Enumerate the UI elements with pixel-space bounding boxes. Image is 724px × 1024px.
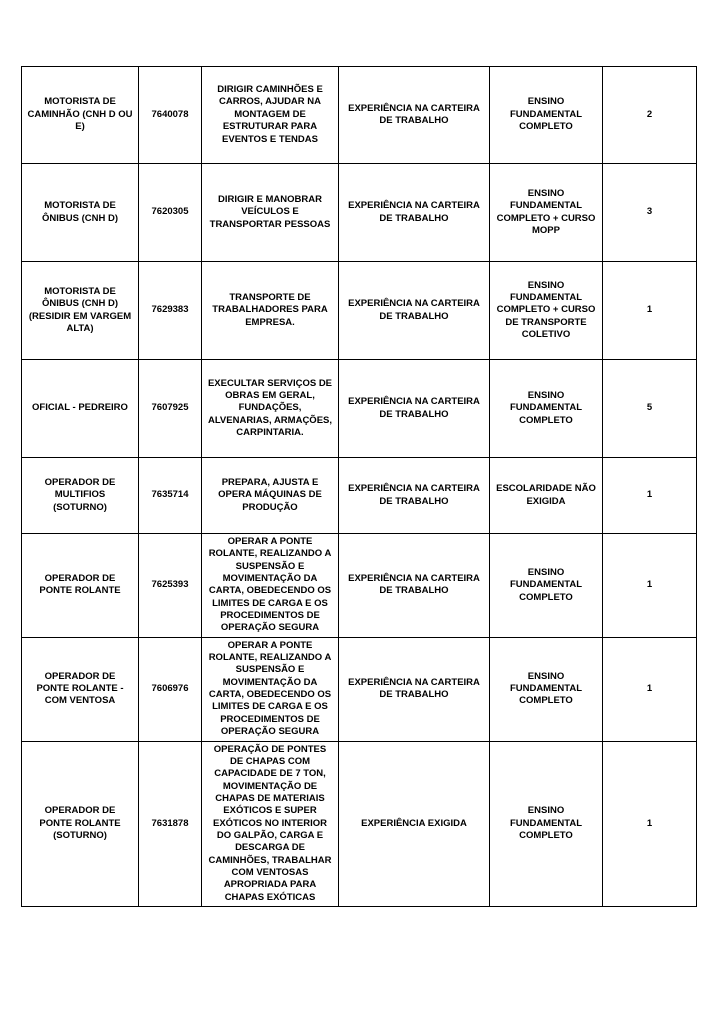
experience-cell: EXPERIÊNCIA NA CARTEIRA DE TRABALHO — [339, 360, 490, 458]
description-cell: DIRIGIR E MANOBRAR VEÍCULOS E TRANSPORTAR PESSOAS — [202, 164, 339, 262]
education-cell: ESCOLARIDADE NÃO EXIGIDA — [490, 458, 603, 534]
description-cell: EXECULTAR SERVIÇOS DE OBRAS EM GERAL, FUNDAÇÕES, ALVENARIAS, ARMAÇÕES, CARPINTARIA. — [202, 360, 339, 458]
code-cell: 7629383 — [139, 262, 202, 360]
table-row — [22, 262, 697, 360]
job-title-cell: OPERADOR DE PONTE ROLANTE (SOTURNO) — [22, 741, 139, 906]
job-title-cell: OPERADOR DE PONTE ROLANTE — [22, 534, 139, 638]
table-row — [22, 458, 697, 534]
experience-cell: EXPERIÊNCIA NA CARTEIRA DE TRABALHO — [339, 164, 490, 262]
description-cell: OPERAÇÃO DE PONTES DE CHAPAS COM CAPACIDADE DE 7 TON, MOVIMENTAÇÃO DE CHAPAS DE MATERIAIS EXÓTICOS E SUPER EXÓTICOS NO INTERIOR DO GALPÃO, CARGA E DESCARGA DE CAMINHÕES, TRABALHAR COM VENTOSAS APROPRIADA PARA CHAPAS EXÓTICAS — [202, 741, 339, 906]
vacancies-cell: 3 — [603, 164, 697, 262]
experience-cell: EXPERIÊNCIA NA CARTEIRA DE TRABALHO — [339, 534, 490, 638]
experience-cell: EXPERIÊNCIA NA CARTEIRA DE TRABALHO — [339, 67, 490, 164]
table-row — [22, 741, 697, 906]
education-cell: ENSINO FUNDAMENTAL COMPLETO — [490, 67, 603, 164]
code-cell: 7631878 — [139, 741, 202, 906]
experience-cell: EXPERIÊNCIA NA CARTEIRA DE TRABALHO — [339, 262, 490, 360]
code-cell: 7640078 — [139, 67, 202, 164]
job-title-cell: OPERADOR DE PONTE ROLANTE - COM VENTOSA — [22, 637, 139, 741]
education-cell: ENSINO FUNDAMENTAL COMPLETO — [490, 360, 603, 458]
description-cell: PREPARA, AJUSTA E OPERA MÁQUINAS DE PRODUÇÃO — [202, 458, 339, 534]
table-row — [22, 164, 697, 262]
table-row — [22, 360, 697, 458]
code-cell: 7606976 — [139, 637, 202, 741]
education-cell: ENSINO FUNDAMENTAL COMPLETO + CURSO MOPP — [490, 164, 603, 262]
code-cell: 7607925 — [139, 360, 202, 458]
job-title-cell: OFICIAL - PEDREIRO — [22, 360, 139, 458]
vacancies-cell: 5 — [603, 360, 697, 458]
description-cell: TRANSPORTE DE TRABALHADORES PARA EMPRESA. — [202, 262, 339, 360]
table-row — [22, 67, 697, 164]
job-listings-table — [21, 66, 697, 907]
job-title-cell: MOTORISTA DE CAMINHÃO (CNH D OU E) — [22, 67, 139, 164]
vacancies-cell: 1 — [603, 637, 697, 741]
experience-cell: EXPERIÊNCIA NA CARTEIRA DE TRABALHO — [339, 458, 490, 534]
vacancies-cell: 1 — [603, 534, 697, 638]
experience-cell: EXPERIÊNCIA EXIGIDA — [339, 741, 490, 906]
table-body — [22, 67, 697, 907]
description-cell: OPERAR A PONTE ROLANTE, REALIZANDO A SUSPENSÃO E MOVIMENTAÇÃO DA CARTA, OBEDECENDO OS LIMITES DE CARGA E OS PROCEDIMENTOS DE OPERAÇÃO SEGURA — [202, 534, 339, 638]
description-cell: DIRIGIR CAMINHÕES E CARROS, AJUDAR NA MONTAGEM DE ESTRUTURAR PARA EVENTOS E TENDAS — [202, 67, 339, 164]
education-cell: ENSINO FUNDAMENTAL COMPLETO + CURSO DE TRANSPORTE COLETIVO — [490, 262, 603, 360]
code-cell: 7635714 — [139, 458, 202, 534]
education-cell: ENSINO FUNDAMENTAL COMPLETO — [490, 534, 603, 638]
code-cell: 7620305 — [139, 164, 202, 262]
experience-cell: EXPERIÊNCIA NA CARTEIRA DE TRABALHO — [339, 637, 490, 741]
education-cell: ENSINO FUNDAMENTAL COMPLETO — [490, 637, 603, 741]
table-row — [22, 534, 697, 638]
description-cell: OPERAR A PONTE ROLANTE, REALIZANDO A SUSPENSÃO E MOVIMENTAÇÃO DA CARTA, OBEDECENDO OS LIMITES DE CARGA E OS PROCEDIMENTOS DE OPERAÇÃO SEGURA — [202, 637, 339, 741]
vacancies-cell: 2 — [603, 67, 697, 164]
table-row — [22, 637, 697, 741]
vacancies-cell: 1 — [603, 741, 697, 906]
vacancies-cell: 1 — [603, 262, 697, 360]
education-cell: ENSINO FUNDAMENTAL COMPLETO — [490, 741, 603, 906]
job-title-cell: MOTORISTA DE ÔNIBUS (CNH D) — [22, 164, 139, 262]
vacancies-cell: 1 — [603, 458, 697, 534]
job-title-cell: OPERADOR DE MULTIFIOS (SOTURNO) — [22, 458, 139, 534]
code-cell: 7625393 — [139, 534, 202, 638]
job-title-cell: MOTORISTA DE ÔNIBUS (CNH D) (RESIDIR EM VARGEM ALTA) — [22, 262, 139, 360]
